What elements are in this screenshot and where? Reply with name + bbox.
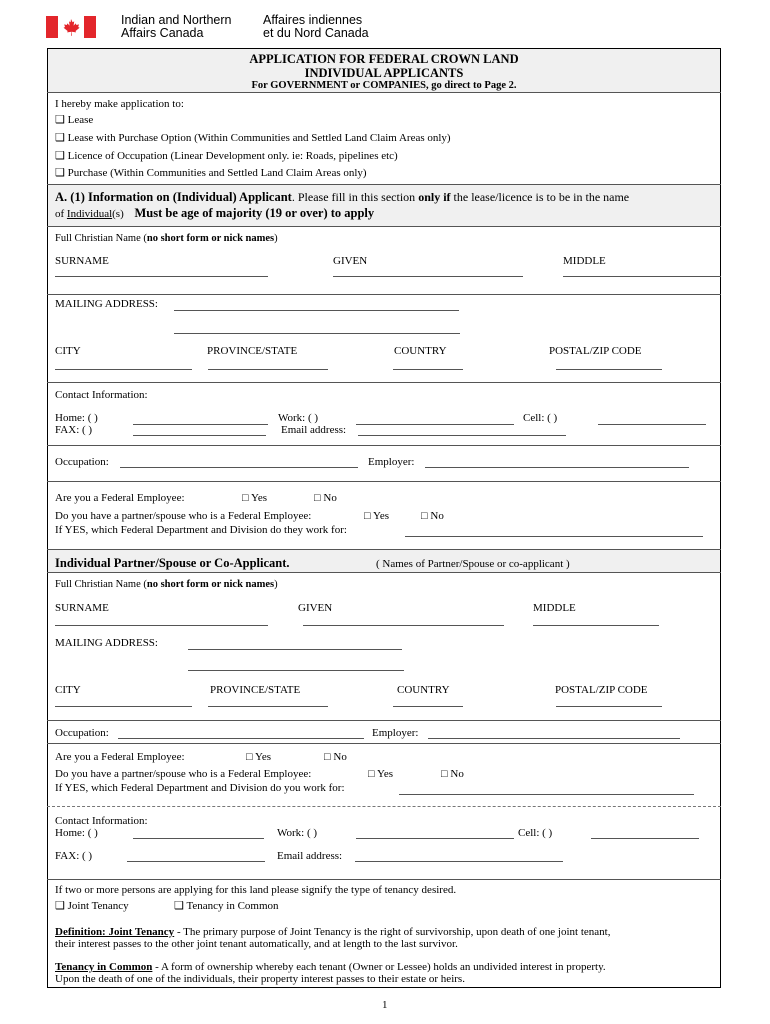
partner-city-label: CITY: [55, 684, 81, 696]
home-label: Home: ( ): [55, 412, 98, 424]
partner-province-label: PROVINCE/STATE: [210, 684, 301, 696]
section-a-heading: A. (1) Information on (Individual) Applicant. Please fill in this section only if the lease/licence is to be in the name: [55, 190, 630, 204]
city-label: CITY: [55, 345, 81, 357]
header-org-en: Indian and Northern Affairs Canada: [121, 13, 232, 40]
partner-email-field[interactable]: [355, 861, 563, 862]
email-field[interactable]: [358, 435, 566, 436]
partner-province-field[interactable]: [208, 706, 328, 707]
work-label: Work: ( ): [278, 412, 319, 424]
partner-country-label: COUNTRY: [397, 684, 450, 696]
employer-field[interactable]: [425, 467, 689, 468]
partner-employer-label: Employer:: [372, 727, 419, 739]
fed-employee-no[interactable]: □ No: [314, 492, 337, 504]
joint-tenancy-definition-2: their interest passes to the other joint tenant automatically, and at length to the last survivor.: [55, 938, 458, 950]
fed-employee-label: Are you a Federal Employee:: [55, 492, 185, 504]
partner-heading: Individual Partner/Spouse or Co-Applicant.: [55, 556, 290, 570]
province-field[interactable]: [208, 369, 328, 370]
partner-given-label: GIVEN: [298, 602, 333, 614]
tenancy-common[interactable]: ❑ Tenancy in Common: [174, 900, 279, 912]
partner-mailing-label: MAILING ADDRESS:: [55, 637, 158, 649]
partner-which-dept-label: If YES, which Federal Department and Division do you work for:: [55, 782, 345, 794]
partner-partner-fed-no[interactable]: □ No: [441, 768, 464, 780]
tenancy-joint[interactable]: ❑ Joint Tenancy: [55, 900, 129, 912]
tenancy-in-common-definition-2: Upon the death of one of the individuals, their property interest passes to their estate or heirs.: [55, 973, 465, 985]
partner-mailing-field-2[interactable]: [188, 670, 404, 671]
surname-field[interactable]: [55, 276, 268, 277]
partner-postal-label: POSTAL/ZIP CODE: [555, 684, 648, 696]
partner-home-field[interactable]: [133, 838, 264, 839]
partner-surname-field[interactable]: [55, 625, 268, 626]
form-title: APPLICATION FOR FEDERAL CROWN LAND: [249, 52, 519, 66]
partner-partner-fed-label: Do you have a partner/spouse who is a Federal Employee:: [55, 768, 312, 780]
partner-fax-label: FAX: ( ): [55, 850, 93, 862]
partner-fed-employee-label: Are you a Federal Employee:: [55, 751, 185, 763]
partner-fed-label: Do you have a partner/spouse who is a Federal Employee:: [55, 510, 312, 522]
partner-city-field[interactable]: [55, 706, 192, 707]
tenancy-intro: If two or more persons are applying for this land please signify the type of tenancy desired.: [55, 884, 457, 896]
partner-fed-no[interactable]: □ No: [421, 510, 444, 522]
partner-given-field[interactable]: [303, 625, 504, 626]
partner-country-field[interactable]: [393, 706, 463, 707]
option-lease-purchase[interactable]: ❑ Lease with Purchase Option (Within Communities and Settled Land Claim Areas only): [55, 132, 451, 144]
surname-label: SURNAME: [55, 255, 109, 267]
middle-field[interactable]: [563, 276, 721, 277]
partner-work-label: Work: ( ): [277, 827, 318, 839]
partner-occupation-label: Occupation:: [55, 727, 109, 739]
occupation-field[interactable]: [120, 467, 358, 468]
given-field[interactable]: [333, 276, 523, 277]
country-label: COUNTRY: [394, 345, 447, 357]
partner-home-label: Home: ( ): [55, 827, 98, 839]
canada-flag-logo: [46, 16, 96, 38]
partner-middle-field[interactable]: [533, 625, 659, 626]
form-subtitle: INDIVIDUAL APPLICANTS: [304, 66, 464, 80]
work-field[interactable]: [356, 424, 514, 425]
given-label: GIVEN: [333, 255, 368, 267]
which-dept-label: If YES, which Federal Department and Division do they work for:: [55, 524, 347, 536]
partner-surname-label: SURNAME: [55, 602, 109, 614]
checkbox: ❑: [55, 167, 65, 179]
partner-fed-employee-no[interactable]: □ No: [324, 751, 347, 763]
partner-work-field[interactable]: [356, 838, 514, 839]
partner-postal-field[interactable]: [556, 706, 662, 707]
checkbox: ❑: [55, 132, 65, 144]
partner-middle-label: MIDDLE: [533, 602, 576, 614]
application-intro: I hereby make application to:: [55, 98, 184, 110]
partner-contact-label: Contact Information:: [55, 815, 148, 827]
partner-mailing-field-1[interactable]: [188, 649, 402, 650]
form-note: For GOVERNMENT or COMPANIES, go direct to Page 2.: [251, 80, 517, 91]
partner-full-name-label: Full Christian Name (no short form or nick names): [55, 579, 278, 590]
partner-cell-label: Cell: ( ): [518, 827, 553, 839]
employer-label: Employer:: [368, 456, 415, 468]
mailing-field-2[interactable]: [174, 333, 460, 334]
checkbox: ❑: [55, 114, 65, 126]
partner-fed-employee-yes[interactable]: □ Yes: [246, 751, 272, 763]
mailing-field-1[interactable]: [174, 310, 459, 311]
city-field[interactable]: [55, 369, 192, 370]
joint-tenancy-definition: Definition: Joint Tenancy - The primary purpose of Joint Tenancy is the right of survivorship, upon death of one joint tenant,: [55, 926, 611, 938]
partner-fed-yes[interactable]: □ Yes: [364, 510, 390, 522]
which-dept-field[interactable]: [405, 536, 703, 537]
postal-label: POSTAL/ZIP CODE: [549, 345, 642, 357]
partner-which-dept-field[interactable]: [399, 794, 694, 795]
occupation-label: Occupation:: [55, 456, 109, 468]
middle-label: MIDDLE: [563, 255, 606, 267]
section-a-line2: of Individual(s) Must be age of majority (19 or over) to apply: [55, 206, 375, 220]
option-licence[interactable]: ❑ Licence of Occupation (Linear Development only. ie: Roads, pipelines etc): [55, 150, 398, 162]
header-org-fr: Affaires indiennes et du Nord Canada: [263, 13, 369, 40]
email-label: Email address:: [281, 424, 347, 436]
fax-label: FAX: ( ): [55, 424, 93, 436]
tenancy-in-common-definition: Tenancy in Common - A form of ownership whereby each tenant (Owner or Lessee) holds an undivided interest in property.: [55, 961, 606, 973]
partner-occupation-field[interactable]: [118, 738, 364, 739]
partner-fax-field[interactable]: [127, 861, 265, 862]
checkbox: ❑: [55, 150, 65, 162]
province-label: PROVINCE/STATE: [207, 345, 298, 357]
fax-field[interactable]: [133, 435, 266, 436]
contact-label: Contact Information:: [55, 389, 148, 401]
partner-employer-field[interactable]: [428, 738, 680, 739]
full-name-label: Full Christian Name (no short form or nick names): [55, 233, 278, 244]
option-purchase[interactable]: ❑ Purchase (Within Communities and Settled Land Claim Areas only): [55, 167, 367, 179]
partner-email-label: Email address:: [277, 850, 343, 862]
fed-employee-yes[interactable]: □ Yes: [242, 492, 268, 504]
postal-field[interactable]: [556, 369, 662, 370]
page-number: 1: [382, 999, 388, 1011]
mailing-label: MAILING ADDRESS:: [55, 298, 158, 310]
country-field[interactable]: [393, 369, 463, 370]
partner-cell-field[interactable]: [591, 838, 699, 839]
home-field[interactable]: [133, 424, 268, 425]
cell-label: Cell: ( ): [523, 412, 558, 424]
option-lease[interactable]: ❑ Lease: [55, 114, 94, 126]
cell-field[interactable]: [598, 424, 706, 425]
partner-note: ( Names of Partner/Spouse or co-applicant ): [376, 558, 570, 570]
partner-partner-fed-yes[interactable]: □ Yes: [368, 768, 394, 780]
